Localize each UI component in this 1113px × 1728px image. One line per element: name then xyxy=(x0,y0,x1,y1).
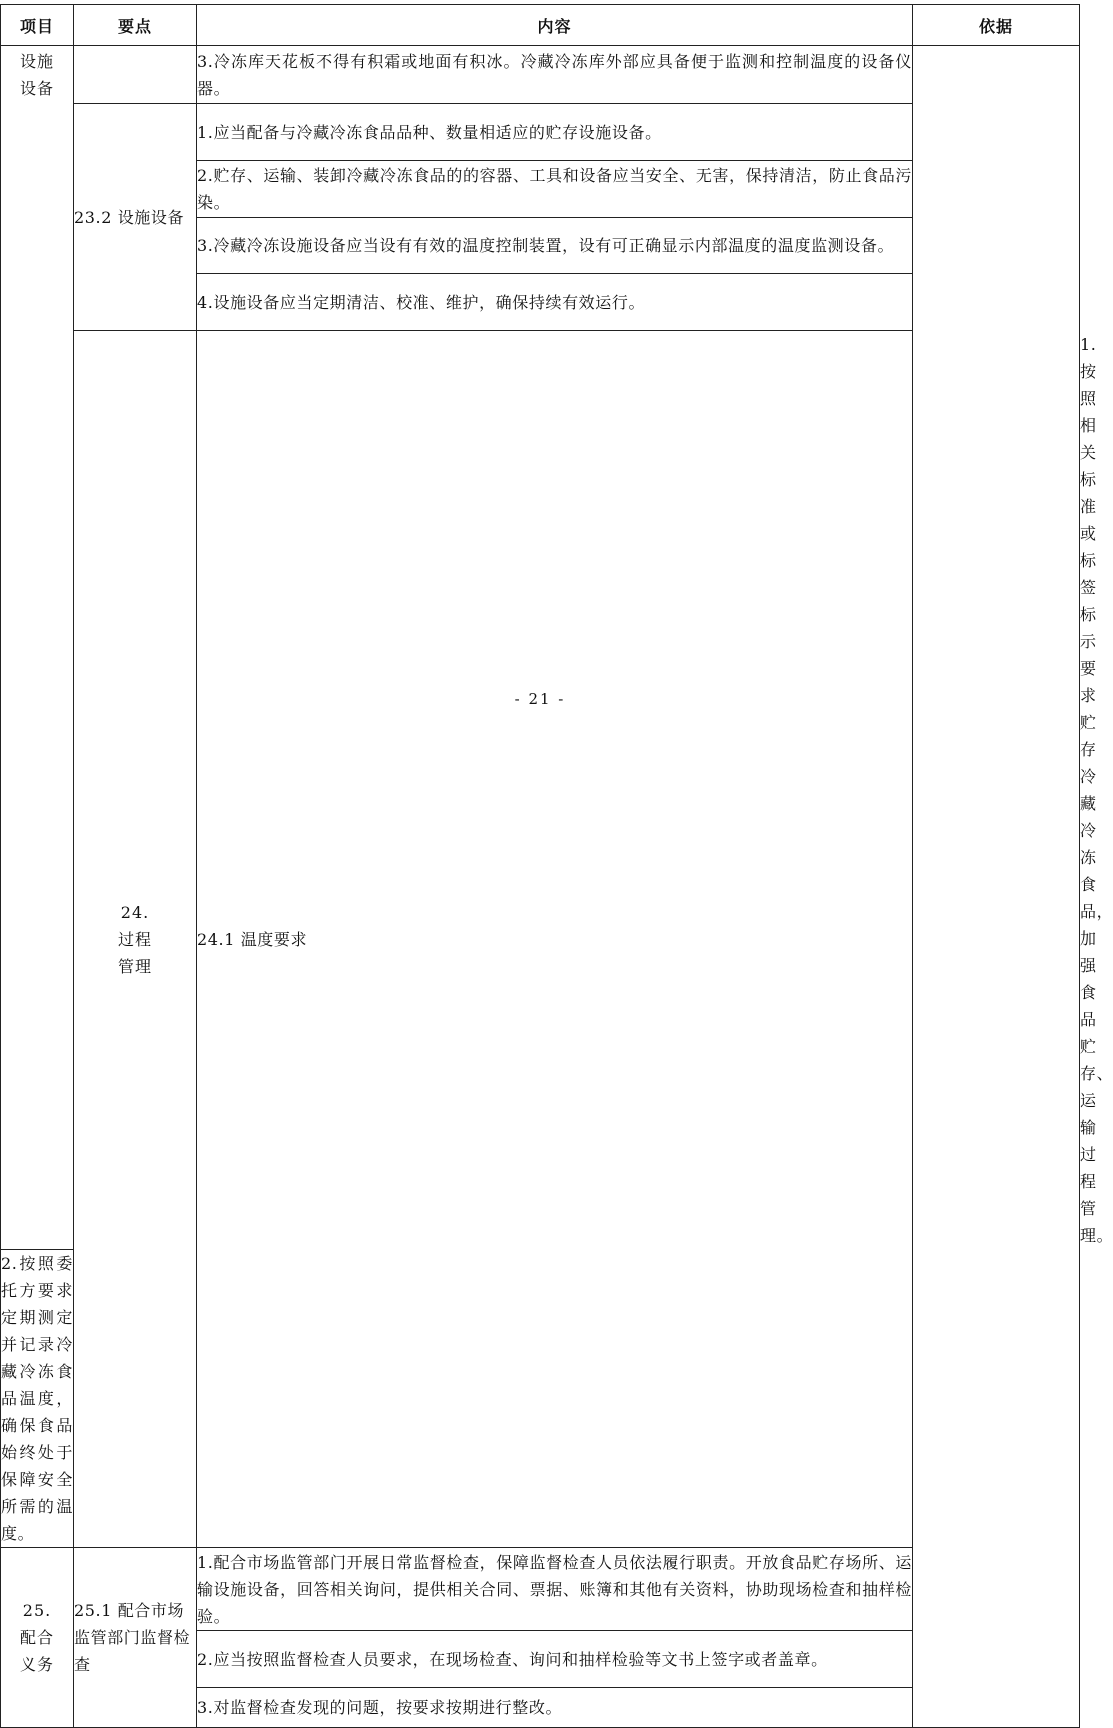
header-item: 项目 xyxy=(1,5,74,46)
content-cell: 1.应当配备与冷藏冷冻食品品种、数量相适应的贮存设施设备。 xyxy=(197,104,913,161)
point-cell: 23.2 设施设备 xyxy=(74,104,197,331)
content-cell: 2.贮存、运输、装卸冷藏冷冻食品的的容器、工具和设备应当安全、无害，保持清洁，防止食品污染。 xyxy=(197,161,913,218)
page-number: - 21 - xyxy=(514,690,566,708)
point-cell xyxy=(74,46,197,104)
point-cell: 24.1 温度要求 xyxy=(197,331,913,1548)
table-row xyxy=(1,46,1080,104)
content-cell: 2.按照委托方要求定期测定并记录冷藏冷冻食品温度，确保食品始终处于保障安全所需的温度。 xyxy=(1,1250,74,1548)
content-cell: 3.对监督检查发现的问题，按要求按期进行整改。 xyxy=(197,1688,913,1728)
header-content: 内容 xyxy=(197,5,913,46)
point-cell: 25.1 配合市场监管部门监督检查 xyxy=(74,1548,197,1728)
content-cell: 3.冷冻库天花板不得有积霜或地面有积冰。冷藏冷冻库外部应具备便于监测和控制温度的设备仪器。 xyxy=(197,46,913,104)
content-cell: 2.应当按照监督检查人员要求，在现场检查、询问和抽样检验等文书上签字或者盖章。 xyxy=(197,1631,913,1688)
item-cell: 25. 配合 义务 xyxy=(1,1548,74,1728)
content-cell: 1.配合市场监管部门开展日常监督检查，保障监督检查人员依法履行职责。开放食品贮存场所、运输设施设备，回答相关询问，提供相关合同、票据、账簿和其他有关资料，协助现场检查和抽样检验。 xyxy=(197,1548,913,1631)
header-row xyxy=(1,5,1080,46)
basis-cell xyxy=(913,46,1080,1728)
content-cell: 3.冷藏冷冻设施设备应当设有有效的温度控制装置，设有可正确显示内部温度的温度监测设备。 xyxy=(197,218,913,274)
item-cell: 设施 设备 xyxy=(1,46,74,1250)
item-cell: 24. 过程 管理 xyxy=(74,331,197,1548)
content-cell: 4.设施设备应当定期清洁、校准、维护，确保持续有效运行。 xyxy=(197,274,913,331)
table-row: 24. 过程 管理 24.1 温度要求 1.按照相关标准或标签标示要求贮存冷藏冷冻食品，加强食品贮存、运输过程管理。 xyxy=(1,331,1080,1250)
header-point: 要点 xyxy=(74,5,197,46)
header-basis: 依据 xyxy=(913,5,1080,46)
requirements-table xyxy=(0,4,1113,1728)
